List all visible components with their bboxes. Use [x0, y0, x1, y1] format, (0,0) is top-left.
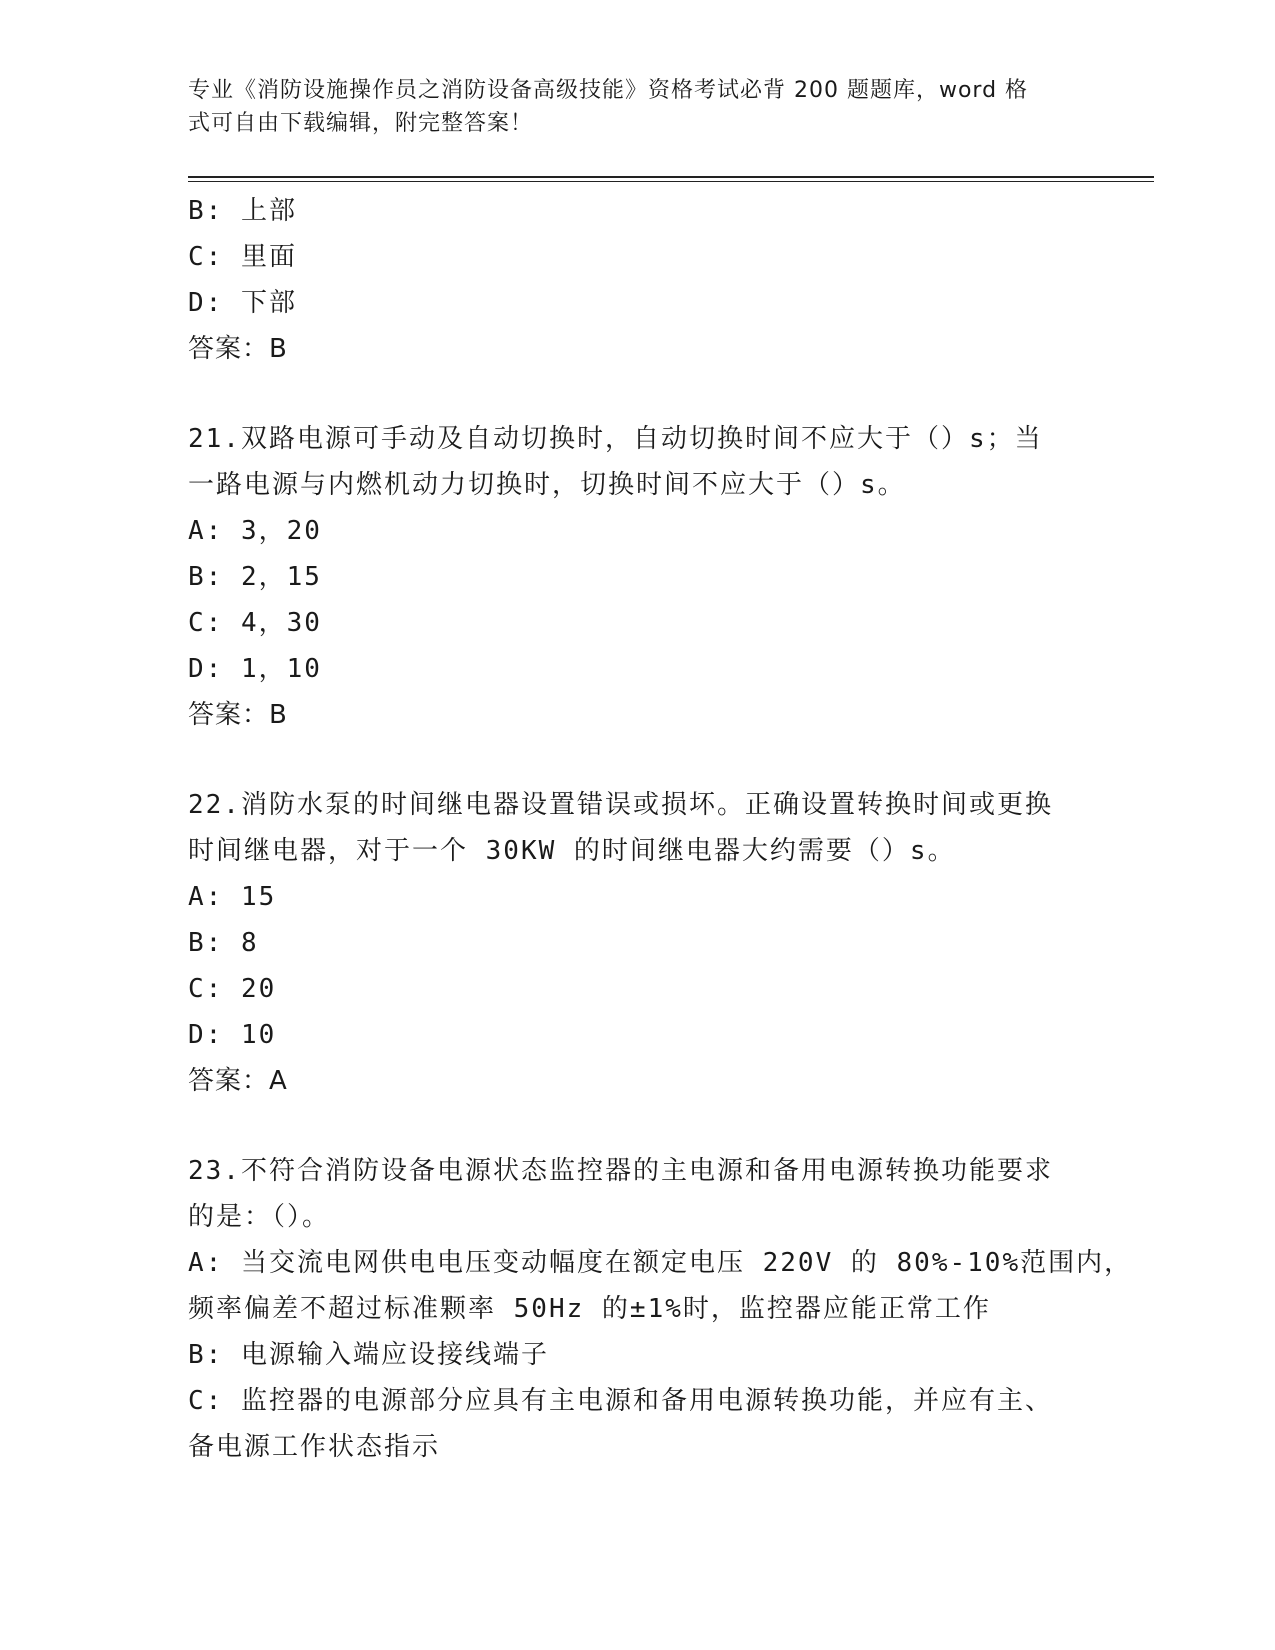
question-stem-line-2: 一路电源与内燃机动力切换时，切换时间不应大于（）s。	[188, 470, 906, 500]
question-stem-line-2: 时间继电器，对于一个 30KW 的时间继电器大约需要（）s。	[188, 836, 956, 866]
option-a: A: 15	[188, 882, 277, 912]
header-rule-thin	[188, 181, 1154, 182]
option-c-line-2: 备电源工作状态指示	[188, 1432, 441, 1462]
answer-line: 答案：B	[188, 334, 288, 364]
option-c: C: 4，30	[188, 608, 322, 638]
spacer	[188, 1104, 1088, 1148]
option-d: D: 1，10	[188, 654, 322, 684]
spacer	[188, 372, 1088, 416]
question-20-tail	[188, 188, 1088, 372]
question-stem-line-1: 23.不符合消防设备电源状态监控器的主电源和备用电源转换功能要求	[188, 1156, 1053, 1186]
option-a-line-2: 频率偏差不超过标准颗率 50Hz 的±1%时，监控器应能正常工作	[188, 1294, 991, 1324]
option-c-line-1: C: 监控器的电源部分应具有主电源和备用电源转换功能，并应有主、	[188, 1386, 1053, 1416]
option-c: C: 20	[188, 974, 277, 1004]
option-c: C: 里面	[188, 242, 297, 272]
question-stem-line-1: 21.双路电源可手动及自动切换时，自动切换时间不应大于（）s；当	[188, 424, 1043, 454]
question-content	[188, 188, 1133, 1470]
question-stem-line-1: 22.消防水泵的时间继电器设置错误或损坏。正确设置转换时间或更换	[188, 790, 1053, 820]
question-23	[188, 1148, 1133, 1470]
question-21	[188, 416, 1088, 738]
answer-line: 答案：B	[188, 700, 288, 730]
option-b: B: 2，15	[188, 562, 322, 592]
spacer	[188, 738, 1088, 782]
option-b: B: 8	[188, 928, 259, 958]
header-rule-thick	[188, 176, 1154, 178]
option-b: B: 电源输入端应设接线端子	[188, 1340, 549, 1370]
option-a-line-1: A: 当交流电网供电电压变动幅度在额定电压 220V 的 80%-10%范围内，	[188, 1248, 1133, 1278]
option-a: A: 3，20	[188, 516, 322, 546]
header-line-2: 式可自由下载编辑，附完整答案！	[188, 111, 534, 136]
question-stem-line-2: 的是：（）。	[188, 1202, 331, 1232]
question-22	[188, 782, 1088, 1104]
option-d: D: 下部	[188, 288, 297, 318]
option-b: B: 上部	[188, 196, 297, 226]
document-header	[188, 74, 1068, 140]
answer-line: 答案：A	[188, 1066, 288, 1096]
header-line-1: 专业《消防设施操作员之消防设备高级技能》资格考试必背 200 题题库，word 格	[188, 78, 1029, 103]
option-d: D: 10	[188, 1020, 277, 1050]
